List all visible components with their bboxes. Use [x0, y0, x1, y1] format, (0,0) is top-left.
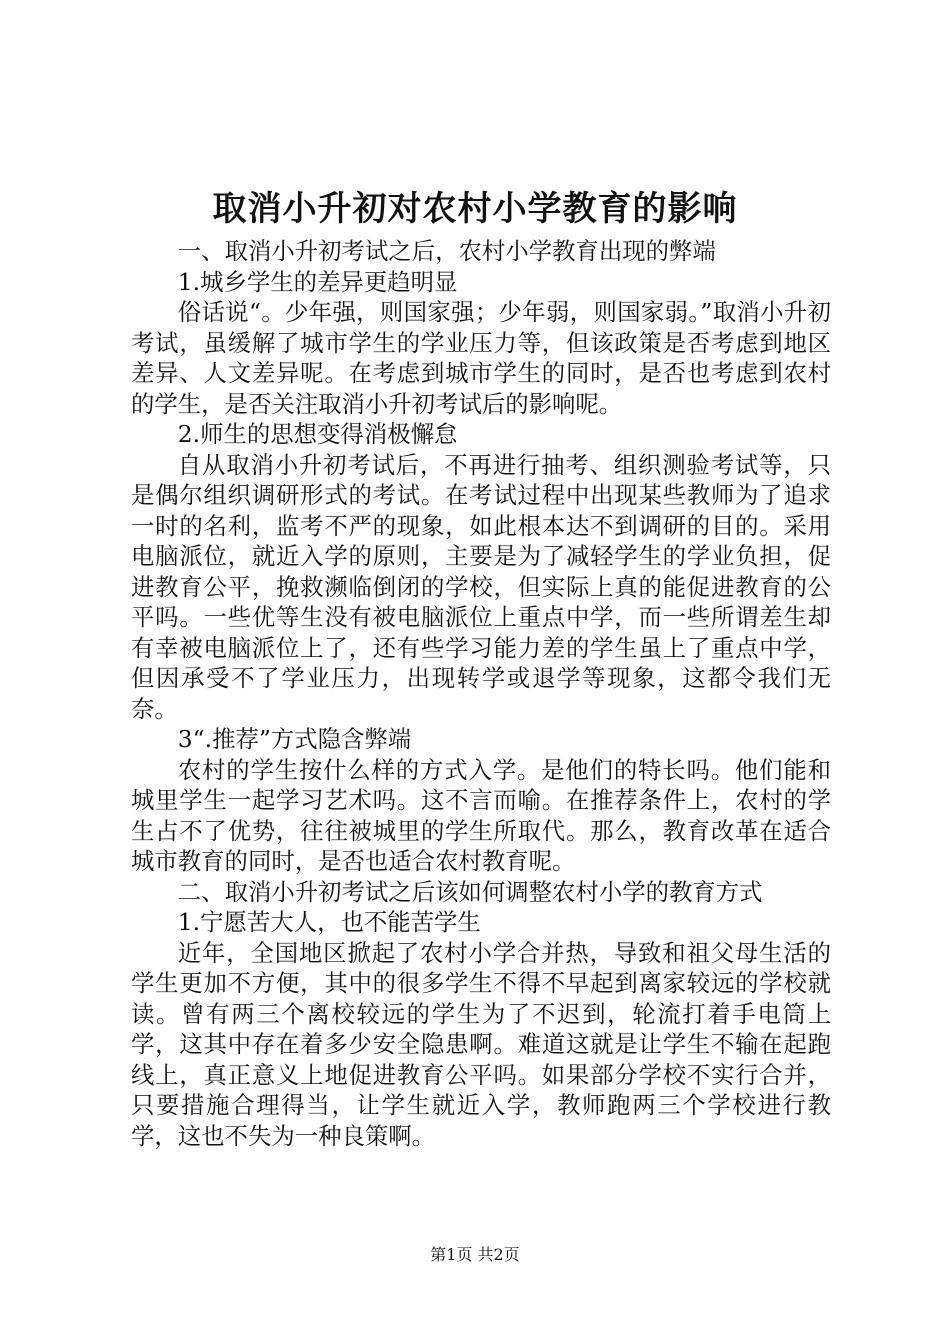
paragraph: 俗话说“。少年强，则国家强；少年弱，则国家弱。”取消小升初考试，虽缓解了城市学生的学业压力等，但该政策是否考虑到地区差异、人文差异呢。在考虑到城市学生的同时，是否也考虑到农村的学生，是否关注取消小升初考试后的影响呢。: [131, 298, 831, 418]
paragraph: 自从取消小升初考试后，不再进行抽考、组织测验考试等，只是偶尔组织调研形式的考试。在考试过程中出现某些教师为了追求一时的名利，监考不严的现象，如此根本达不到调研的目的。采用电脑派位，就近入学的原则，主要是为了减轻学生的学业负担，促进教育公平，挽救濒临倒闭的学校，但实际上真的能促进教育的公平吗。一些优等生没有被电脑派位上重点中学，而一些所谓差生却有幸被电脑派位上了，还有些学习能力差的学生虽上了重点中学，但因承受不了学业压力，出现转学或退学等现象，这都令我们无奈。: [131, 450, 831, 723]
page-indicator: 第1页 共2页: [430, 1245, 520, 1264]
section-heading-2: 二、取消小升初考试之后该如何调整农村小学的教育方式: [177, 877, 763, 906]
subheading-1-3: 3“.推荐”方式隐含弊端: [177, 725, 412, 753]
paragraph: 近年，全国地区掀起了农村小学合并热，导致和祖父母生活的学生更加不方便，其中的很多学生不得不早起到离家较远的学校就读。曾有两三个离校较远的学生为了不迟到，轮流打着手电筒上学，这其中存在着多少安全隐患啊。难道这就是让学生不输在起跑线上，真正意义上地促进教育公平吗。如果部分学校不实行合并，只要措施合理得当，让学生就近入学，教师跑两三个学校进行教学，这也不失为一种良策啊。: [131, 938, 831, 1150]
section-heading-1: 一、取消小升初考试之后，农村小学教育出现的弊端: [177, 237, 716, 265]
subheading-1-2: 2.师生的思想变得消极懈怠: [177, 420, 458, 448]
subheading-1-1: 1.城乡学生的差异更趋明显: [177, 267, 458, 296]
document-body: [131, 236, 831, 1151]
paragraph: 农村的学生按什么样的方式入学。是他们的特长吗。他们能和城里学生一起学习艺术吗。这不言而喻。在推荐条件上，农村的学生占不了优势，往往被城里的学生所取代。那么，教育改革在适合城市教育的同时，是否也适合农村教育呢。: [131, 755, 831, 875]
subheading-2-1: 1.宁愿苦大人，也不能苦学生: [177, 908, 481, 936]
document-title: 取消小升初对农村小学教育的影响: [212, 189, 738, 229]
